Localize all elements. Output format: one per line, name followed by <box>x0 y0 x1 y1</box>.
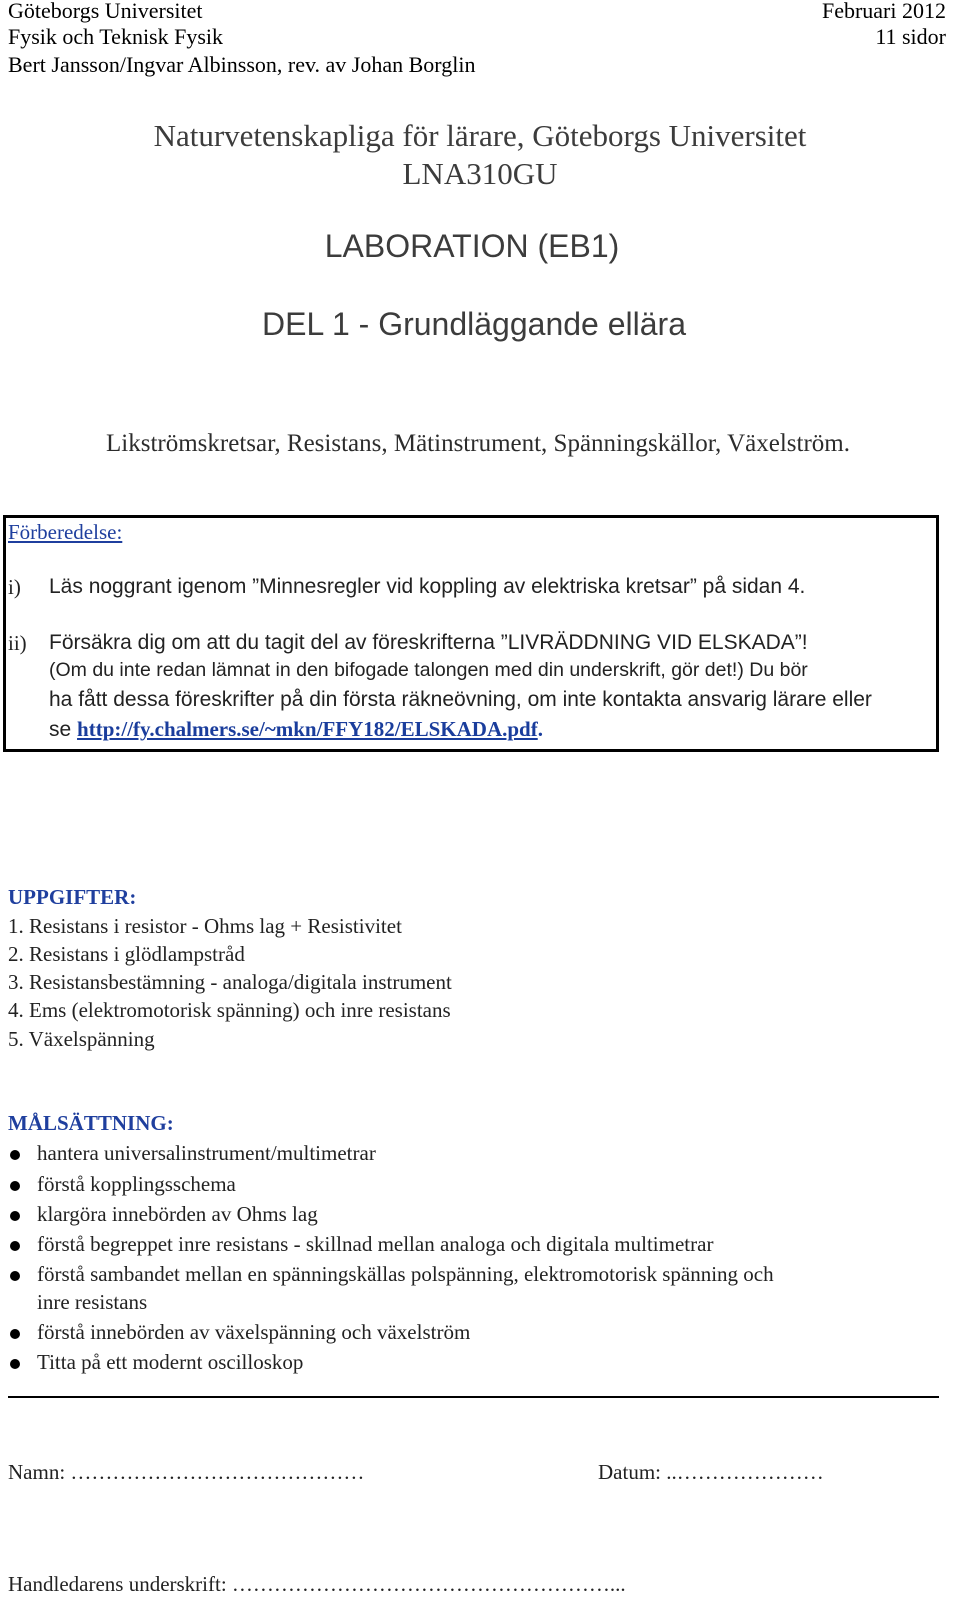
bullet-icon <box>10 1241 20 1251</box>
goals-heading: MÅLSÄTTNING: <box>8 1111 174 1135</box>
bullet-icon <box>10 1271 20 1281</box>
header-pages: 11 sidor <box>875 24 946 49</box>
bullet-icon <box>10 1329 20 1339</box>
header-university: Göteborgs Universitet <box>8 0 203 23</box>
task-item: 1. Resistans i resistor - Ohms lag + Resistivitet <box>8 914 402 938</box>
prep-item1-marker: i) <box>8 575 21 599</box>
lab-part: DEL 1 - Grundläggande ellära <box>262 306 686 342</box>
goal-item-continuation: inre resistans <box>37 1290 148 1314</box>
lab-topics: Likströmskretsar, Resistans, Mätinstrument, Spänningskällor, Växelström. <box>106 430 850 457</box>
divider <box>8 1396 939 1398</box>
prep-item2-line2: (Om du inte redan lämnat in den bifogade talongen med din underskrift, gör det!) Du bör <box>49 659 808 681</box>
prep-item2-line1: Försäkra dig om att du tagit del av föreskrifterna ”LIVRÄDDNING VID ELSKADA”! <box>49 631 808 654</box>
goal-item: förstå innebörden av växelspänning och växelström <box>37 1320 471 1344</box>
task-item: 4. Ems (elektromotorisk spänning) och inre resistans <box>8 998 451 1022</box>
prep-item2-line4-prefix: se <box>49 718 72 741</box>
prep-item2-line4-suffix: . <box>537 717 543 741</box>
bullet-icon <box>10 1150 20 1160</box>
bullet-icon <box>10 1211 20 1221</box>
header-authors: Bert Jansson/Ingvar Albinsson, rev. av Johan Borglin <box>8 52 476 77</box>
prep-item2-marker: ii) <box>8 631 27 655</box>
goal-item: förstå kopplingsschema <box>37 1172 236 1196</box>
date-field[interactable]: Datum: ..………………… <box>598 1460 824 1484</box>
goal-item: förstå sambandet mellan en spänningskällas polspänning, elektromotorisk spänning och <box>37 1262 774 1286</box>
goal-item: hantera universalinstrument/multimetrar <box>37 1141 376 1165</box>
prep-item2-line4 <box>49 717 543 742</box>
task-item: 5. Växelspänning <box>8 1027 155 1051</box>
goal-item: klargöra innebörden av Ohms lag <box>37 1202 318 1226</box>
course-code: LNA310GU <box>402 156 558 191</box>
header-department: Fysik och Teknisk Fysik <box>8 24 224 49</box>
bullet-icon <box>10 1359 20 1369</box>
prep-item2-line3: ha fått dessa föreskrifter på din första räkneövning, om inte kontakta ansvarig lärare eller <box>49 688 872 711</box>
supervisor-signature-field[interactable]: Handledarens underskrift: ………………………………………………... <box>8 1572 626 1596</box>
header-date: Februari 2012 <box>821 0 946 23</box>
prep-item1-text: Läs noggrant igenom ”Minnesregler vid koppling av elektriska kretsar” på sidan 4. <box>49 575 806 598</box>
goal-item: förstå begreppet inre resistans - skillnad mellan analoga och digitala multimetrar <box>37 1232 714 1256</box>
course-name: Naturvetenskapliga för lärare, Göteborgs Universitet <box>153 118 807 153</box>
elskada-link[interactable]: http://fy.chalmers.se/~mkn/FFY182/ELSKADA.pdf <box>77 717 538 741</box>
name-field[interactable]: Namn: …………………………………… <box>8 1460 365 1484</box>
goal-item: Titta på ett modernt oscilloskop <box>37 1350 304 1374</box>
preparation-heading: Förberedelse: <box>8 520 123 544</box>
task-item: 3. Resistansbestämning - analoga/digitala instrument <box>8 970 452 994</box>
task-item: 2. Resistans i glödlampstråd <box>8 942 245 966</box>
bullet-icon <box>10 1181 20 1191</box>
tasks-heading: UPPGIFTER: <box>8 885 137 909</box>
lab-title: LABORATION (EB1) <box>324 228 620 264</box>
